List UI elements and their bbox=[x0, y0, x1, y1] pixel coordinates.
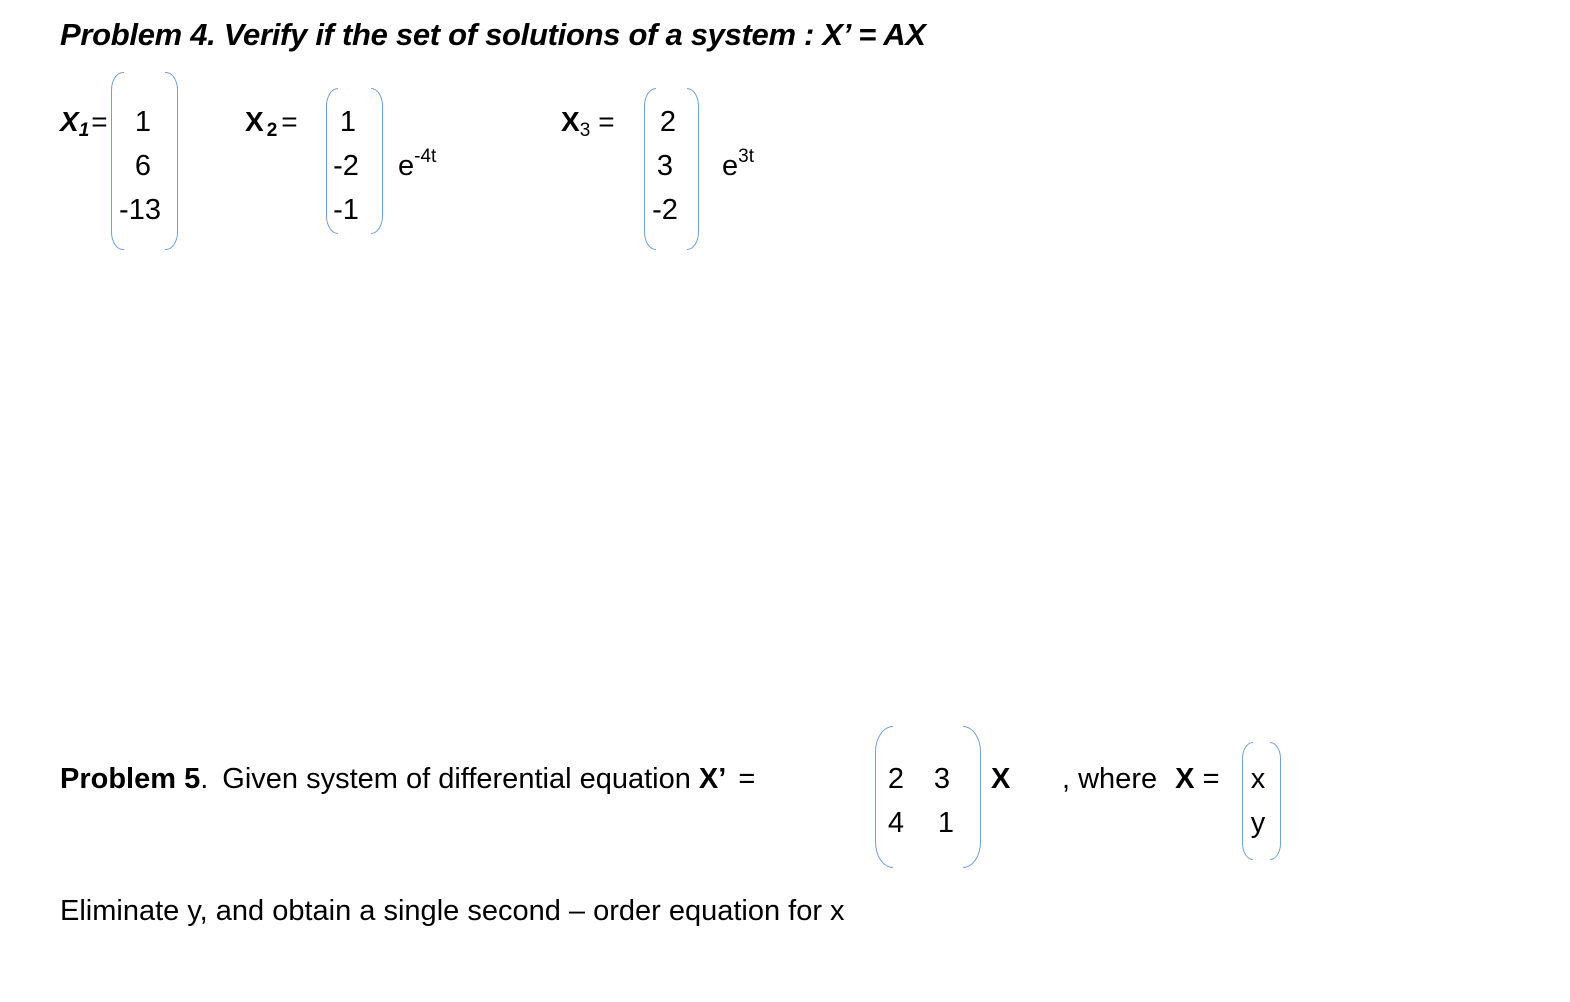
x1-equals: = bbox=[91, 106, 108, 137]
x2-entry-3: -1 bbox=[333, 194, 359, 226]
where-equals: = bbox=[1202, 763, 1220, 795]
vector-left-bracket bbox=[1242, 742, 1253, 860]
vector-y: y bbox=[1250, 807, 1266, 839]
problem-4-title: Problem 4. Verify if the set of solutions of a system : X’ = AX bbox=[60, 17, 926, 52]
x2-right-bracket bbox=[371, 88, 383, 234]
where-text: , where bbox=[1062, 763, 1158, 795]
matrix-a11: 2 bbox=[887, 763, 905, 795]
problem-5-label: Problem 5 bbox=[60, 763, 201, 795]
problem-5-instruction: Eliminate y, and obtain a single second – order equation for x bbox=[60, 895, 845, 927]
x1-symbol: X bbox=[60, 106, 79, 137]
x2-entry-2: -2 bbox=[333, 150, 359, 182]
x3-exp-power: 3t bbox=[738, 146, 754, 167]
vector-x: x bbox=[1250, 763, 1266, 795]
x2-label bbox=[245, 106, 298, 141]
x1-entry-3: -13 bbox=[119, 194, 161, 226]
x3-entry-1: 2 bbox=[659, 106, 677, 138]
x3-label bbox=[561, 106, 615, 141]
problem-5-lhs: X’ bbox=[698, 763, 727, 795]
x3-subscript: 3 bbox=[579, 120, 591, 141]
matrix-left-bracket bbox=[875, 726, 893, 868]
matrix-a22: 1 bbox=[937, 807, 955, 839]
x3-right-bracket bbox=[687, 88, 699, 250]
x3-symbol: X bbox=[561, 106, 580, 137]
vector-right-bracket bbox=[1270, 742, 1281, 860]
x1-subscript: 1 bbox=[78, 120, 90, 141]
problem-5-times-var: X bbox=[991, 763, 1011, 795]
x1-label bbox=[60, 106, 108, 141]
x2-exp-base: e bbox=[398, 150, 415, 182]
x3-entry-3: -2 bbox=[652, 194, 678, 226]
x2-equals: = bbox=[281, 106, 298, 137]
x2-exponential bbox=[398, 146, 437, 183]
problem-5-where bbox=[1062, 763, 1220, 796]
x1-entry-2: 6 bbox=[134, 150, 152, 182]
matrix-a21: 4 bbox=[887, 807, 905, 839]
x3-equals: = bbox=[598, 106, 615, 137]
x2-subscript: 2 bbox=[266, 120, 278, 141]
matrix-a12: 3 bbox=[933, 763, 951, 795]
x2-entry-1: 1 bbox=[339, 106, 357, 138]
problem-5-text: Given system of differential equation bbox=[222, 763, 691, 795]
x3-exponential bbox=[722, 146, 754, 183]
where-var: X bbox=[1175, 763, 1195, 795]
x3-exp-base: e bbox=[722, 150, 739, 182]
x2-symbol: X bbox=[245, 106, 264, 137]
x1-entry-1: 1 bbox=[134, 106, 152, 138]
problem-5-statement bbox=[60, 763, 755, 796]
problem-5-label-period: . bbox=[200, 763, 209, 795]
matrix-right-bracket bbox=[963, 726, 981, 868]
problem-5-equals: = bbox=[738, 763, 756, 795]
x2-exp-power: -4t bbox=[414, 146, 437, 167]
x3-entry-2: 3 bbox=[656, 150, 674, 182]
